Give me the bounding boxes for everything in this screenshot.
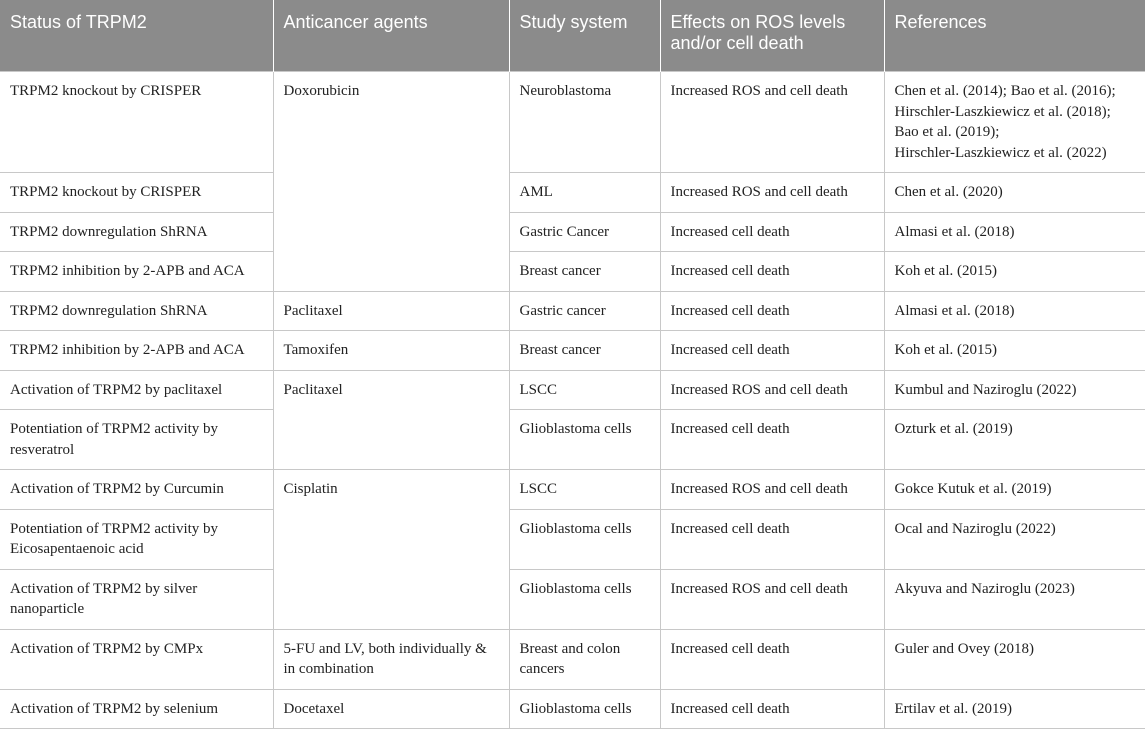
- status-cell: Activation of TRPM2 by selenium: [0, 689, 273, 729]
- effect-cell: Increased ROS and cell death: [660, 72, 884, 173]
- table-row: [0, 569, 1145, 629]
- system-cell: Gastric Cancer: [509, 212, 660, 252]
- status-cell: Activation of TRPM2 by silver nanoparticle: [0, 569, 273, 629]
- status-cell: TRPM2 inhibition by 2-APB and ACA: [0, 252, 273, 292]
- system-cell: Breast cancer: [509, 331, 660, 371]
- status-cell: Potentiation of TRPM2 activity by Eicosapentaenoic acid: [0, 509, 273, 569]
- effect-cell: Increased ROS and cell death: [660, 569, 884, 629]
- reference-line: Bao et al. (2019);: [894, 124, 1000, 140]
- header-system: Study system: [509, 0, 660, 72]
- reference-cell: Kumbul and Naziroglu (2022): [884, 370, 1145, 410]
- system-cell: Glioblastoma cells: [509, 509, 660, 569]
- effect-cell: Increased cell death: [660, 509, 884, 569]
- agent-cell: Doxorubicin: [273, 72, 509, 292]
- reference-cell: Ozturk et al. (2019): [884, 410, 1145, 470]
- system-cell: Gastric cancer: [509, 291, 660, 331]
- table-row: [0, 689, 1145, 729]
- header-agents: Anticancer agents: [273, 0, 509, 72]
- table-row: [0, 212, 1145, 252]
- header-status: Status of TRPM2: [0, 0, 273, 72]
- effect-cell: Increased cell death: [660, 212, 884, 252]
- reference-cell: Koh et al. (2015): [884, 331, 1145, 371]
- system-cell: Breast and colon cancers: [509, 629, 660, 689]
- reference-cell: Almasi et al. (2018): [884, 212, 1145, 252]
- effect-cell: Increased cell death: [660, 689, 884, 729]
- table-row: [0, 291, 1145, 331]
- table-row: [0, 470, 1145, 510]
- status-cell: Activation of TRPM2 by Curcumin: [0, 470, 273, 510]
- system-cell: AML: [509, 173, 660, 213]
- reference-cell: Gokce Kutuk et al. (2019): [884, 470, 1145, 510]
- effect-cell: Increased cell death: [660, 629, 884, 689]
- table-row: [0, 629, 1145, 689]
- status-cell: TRPM2 knockout by CRISPER: [0, 72, 273, 173]
- effect-cell: Increased cell death: [660, 252, 884, 292]
- system-cell: Neuroblastoma: [509, 72, 660, 173]
- system-cell: Glioblastoma cells: [509, 410, 660, 470]
- reference-line: Hirschler-Laszkiewicz et al. (2022): [894, 144, 1107, 161]
- table-row: [0, 410, 1145, 470]
- agent-cell: Cisplatin: [273, 470, 509, 630]
- header-references: References: [884, 0, 1145, 72]
- header-effects: Effects on ROS levels and/or cell death: [660, 0, 884, 72]
- reference-cell: Ocal and Naziroglu (2022): [884, 509, 1145, 569]
- status-cell: Activation of TRPM2 by CMPx: [0, 629, 273, 689]
- status-cell: TRPM2 inhibition by 2-APB and ACA: [0, 331, 273, 371]
- system-cell: Glioblastoma cells: [509, 569, 660, 629]
- reference-cell: Chen et al. (2020): [884, 173, 1145, 213]
- table-row: [0, 370, 1145, 410]
- agent-cell: Paclitaxel: [273, 291, 509, 331]
- reference-line: Chen et al. (2014); Bao et al. (2016);: [894, 83, 1116, 99]
- effect-cell: Increased ROS and cell death: [660, 173, 884, 213]
- system-cell: LSCC: [509, 370, 660, 410]
- reference-cell: Koh et al. (2015): [884, 252, 1145, 292]
- effect-cell: Increased cell death: [660, 331, 884, 371]
- status-cell: TRPM2 downregulation ShRNA: [0, 291, 273, 331]
- reference-cell: Almasi et al. (2018): [884, 291, 1145, 331]
- header-row: [0, 0, 1145, 72]
- agent-cell: Docetaxel: [273, 689, 509, 729]
- system-cell: LSCC: [509, 470, 660, 510]
- table-row: [0, 509, 1145, 569]
- effect-cell: Increased cell death: [660, 291, 884, 331]
- effect-cell: Increased cell death: [660, 410, 884, 470]
- agent-cell: Paclitaxel: [273, 370, 509, 470]
- effect-cell: Increased ROS and cell death: [660, 370, 884, 410]
- table-row: [0, 173, 1145, 213]
- effect-cell: Increased ROS and cell death: [660, 470, 884, 510]
- reference-cell: Guler and Ovey (2018): [884, 629, 1145, 689]
- status-cell: Potentiation of TRPM2 activity by resveratrol: [0, 410, 273, 470]
- reference-cell: [884, 72, 1145, 173]
- reference-cell: Akyuva and Naziroglu (2023): [884, 569, 1145, 629]
- reference-cell: Ertilav et al. (2019): [884, 689, 1145, 729]
- status-cell: TRPM2 downregulation ShRNA: [0, 212, 273, 252]
- table-row: [0, 72, 1145, 173]
- system-cell: Glioblastoma cells: [509, 689, 660, 729]
- status-cell: Activation of TRPM2 by paclitaxel: [0, 370, 273, 410]
- agent-cell: 5-FU and LV, both individually & in combination: [273, 629, 509, 689]
- reference-line: Hirschler-Laszkiewicz et al. (2018);: [894, 103, 1111, 120]
- system-cell: Breast cancer: [509, 252, 660, 292]
- table-row: [0, 331, 1145, 371]
- agent-cell: Tamoxifen: [273, 331, 509, 371]
- table-row: [0, 252, 1145, 292]
- status-cell: TRPM2 knockout by CRISPER: [0, 173, 273, 213]
